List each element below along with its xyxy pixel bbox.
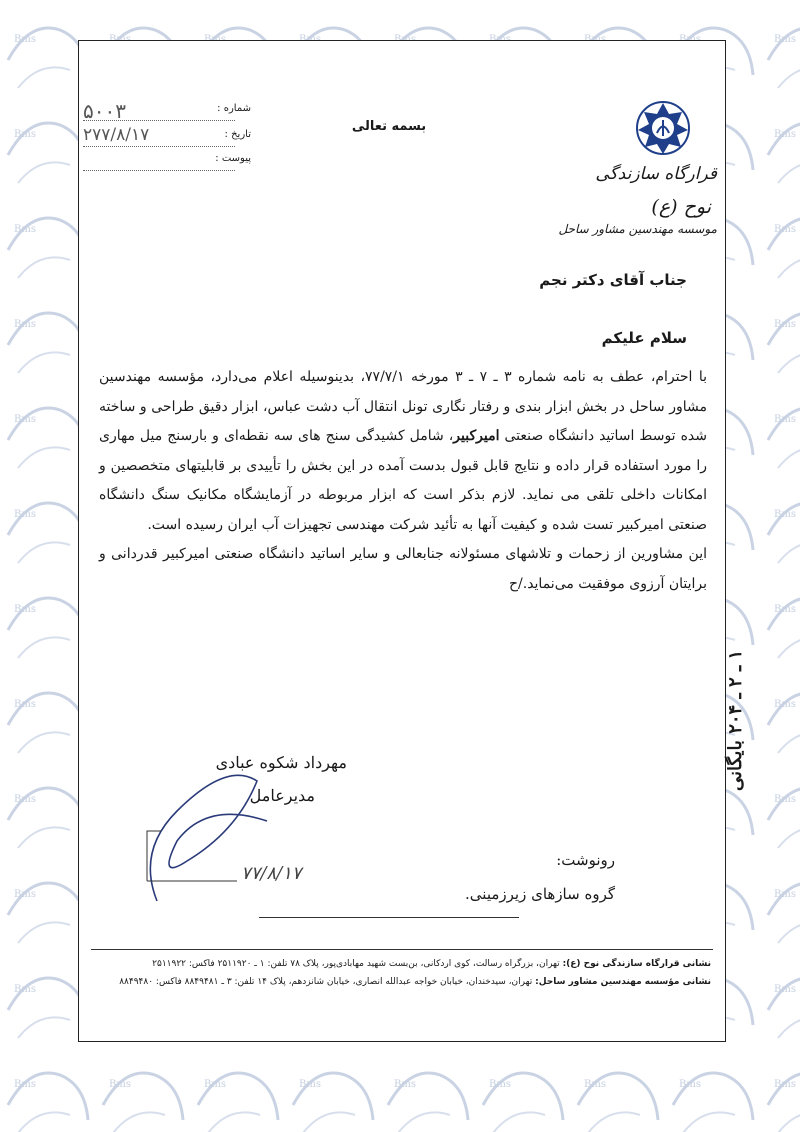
attachment-label: پیوست : — [215, 153, 251, 164]
organization-logo — [558, 96, 719, 296]
meta-attachment-row — [79, 153, 279, 175]
meta-underline — [83, 170, 235, 171]
body-paragraph — [99, 363, 707, 540]
margin-note — [705, 571, 745, 801]
meta-date-row — [79, 125, 279, 151]
body-paragraph: این مشاورین از زحمات و تلاشهای مسئولانه جنابعالی و سایر اساتید دانشگاه صنعتی امیرکبیر قدردانی و برایتان آرزوی موفقیت می‌نماید./ح — [99, 546, 707, 592]
meta-number-row — [79, 99, 279, 125]
logo-consultant-name: موسسه مهندسین مشاور ساحل — [558, 222, 717, 236]
signatory-title: مدیرعامل — [249, 786, 315, 805]
margin-note-text: ۱ ـ ۲ ـ ۲۰۴ بایگانی — [725, 649, 746, 791]
stamp-date: ۷۷/۸/۱۷ — [241, 863, 302, 884]
meta-underline — [83, 146, 235, 147]
footer-address-2 — [119, 977, 711, 987]
number-label: شماره : — [217, 103, 251, 114]
cc-underline — [259, 917, 519, 918]
cc-label: رونوشت: — [556, 851, 615, 869]
date-value: ۲۷۷/۸/۱۷ — [83, 125, 150, 145]
footer-address-2-title: نشانی مؤسسه مهندسین مشاور ساحل: — [535, 977, 711, 987]
body-text-part: ، شامل کشیدگی سنج های سه نقطه‌ای و بارسنج میل مهاری را مورد استفاده قرار داده و نتایج قابل قبول بدست آمده در این بخش را تأییدی بر قابلیتهای متخصصین و امکانات داخلی تلقی می نماید. لازم بذکر است که ابزار مربوطه در آزمایشگاه مکانیک سنگ دانشگاه صنعتی امیرکبیر تست شده و کیفیت آنها به تأئید شرکت مهندسی تجهیزات آب ایران رسیده است. — [99, 428, 707, 533]
body-text-part: با احترام، عطف به نامه شماره ۳ ـ ۷ ـ ۳ مورخه ۷۷/۷/۱، بدینوسیله اعلام می‌دارد، مؤسسه مهندسین مشاور ساحل در بخش ابزار بندی و رفتار نگاری تونل انتقال آب دشت عباس، ابزار دقیق طراحی و ساخته شده توسط اساتید دانشگاه صنعتی — [99, 369, 707, 444]
logo-org-sub: نوح (ع) — [651, 196, 711, 218]
letter-body — [99, 363, 707, 599]
logo-org-name: قرارگاه سازندگی — [595, 164, 717, 184]
footer-address-1-title: نشانی قرارگاه سازندگی نوح (ع): — [562, 959, 711, 969]
letter-page — [78, 40, 746, 1042]
date-label: تاریخ : — [224, 129, 251, 140]
emblem-icon — [635, 100, 691, 156]
greeting: سلام علیکم — [601, 329, 687, 347]
footer-address-1-text: تهران، بزرگراه رسالت، کوی اردکانی، بن‌بست شهید مهابادی‌پور، پلاک ۷۸ تلفن: ۱ ـ ۲۵۱۱۹۲۰ فاکس: ۲۵۱۱۹۲۲ — [152, 959, 563, 969]
bismillah-heading: بسمه تعالی — [351, 119, 427, 134]
footer-address-1 — [152, 959, 711, 969]
signatory-name: مهرداد شکوه عبادی — [215, 753, 347, 772]
number-value: ۵۰۰۳ — [83, 99, 126, 123]
footer-divider — [91, 949, 713, 950]
addressee: جناب آقای دکتر نجم — [539, 271, 687, 289]
body-bold-name: امیرکبیر — [453, 428, 500, 444]
cc-recipient: گروه سازهای زیرزمینی. — [465, 885, 615, 903]
footer-address-2-text: تهران، سیدخندان، خیابان خواجه عبدالله انصاری، خیابان شانزدهم، پلاک ۱۴ تلفن: ۳ ـ ۸۸۴۹۴۸۱ فاکس: ۸۸۴۹۴۸۰ — [119, 977, 536, 987]
meta-underline — [83, 120, 235, 121]
